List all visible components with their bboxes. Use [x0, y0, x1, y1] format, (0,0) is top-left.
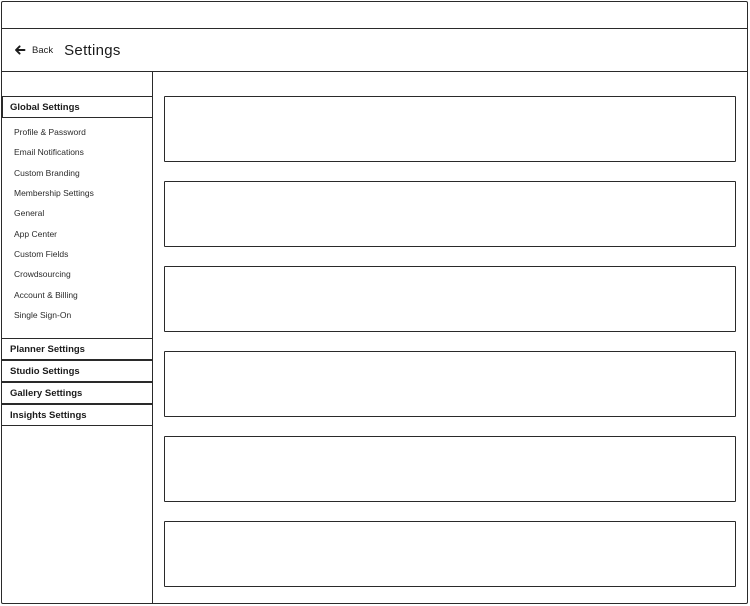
- sidebar-item-account-billing[interactable]: Account & Billing: [14, 289, 78, 300]
- content-panel: [164, 181, 736, 247]
- sidebar-section-insights[interactable]: Insights Settings: [1, 404, 153, 426]
- page-header: [1, 29, 748, 72]
- top-bar: [1, 1, 748, 29]
- sidebar-section-gallery[interactable]: Gallery Settings: [1, 382, 153, 404]
- page-title: Settings: [64, 41, 121, 59]
- back-button[interactable]: [14, 44, 53, 56]
- arrow-left-icon: [14, 44, 26, 56]
- content-panel: [164, 521, 736, 587]
- sidebar-item-profile-password[interactable]: Profile & Password: [14, 127, 86, 138]
- back-label: Back: [32, 44, 54, 56]
- sidebar-section-global[interactable]: Global Settings: [1, 96, 153, 118]
- sidebar-item-general[interactable]: General: [14, 208, 45, 219]
- sidebar-item-crowdsourcing[interactable]: Crowdsourcing: [14, 269, 71, 280]
- content-panel: [164, 351, 736, 417]
- content-panel: [164, 266, 736, 332]
- sidebar-item-single-sign-on[interactable]: Single Sign-On: [14, 309, 72, 320]
- sidebar-section-studio[interactable]: Studio Settings: [1, 360, 153, 382]
- content-panel: [164, 436, 736, 502]
- sidebar-item-membership-settings[interactable]: Membership Settings: [14, 188, 94, 199]
- sidebar-item-custom-branding[interactable]: Custom Branding: [14, 167, 80, 178]
- sidebar-item-custom-fields[interactable]: Custom Fields: [14, 248, 69, 259]
- sidebar-section-planner[interactable]: Planner Settings: [1, 338, 153, 360]
- sidebar-item-app-center[interactable]: App Center: [14, 228, 57, 239]
- settings-sidebar: [1, 72, 153, 603]
- sidebar-item-email-notifications[interactable]: Email Notifications: [14, 147, 84, 158]
- content-panel: [164, 96, 736, 162]
- global-settings-list: [1, 122, 153, 325]
